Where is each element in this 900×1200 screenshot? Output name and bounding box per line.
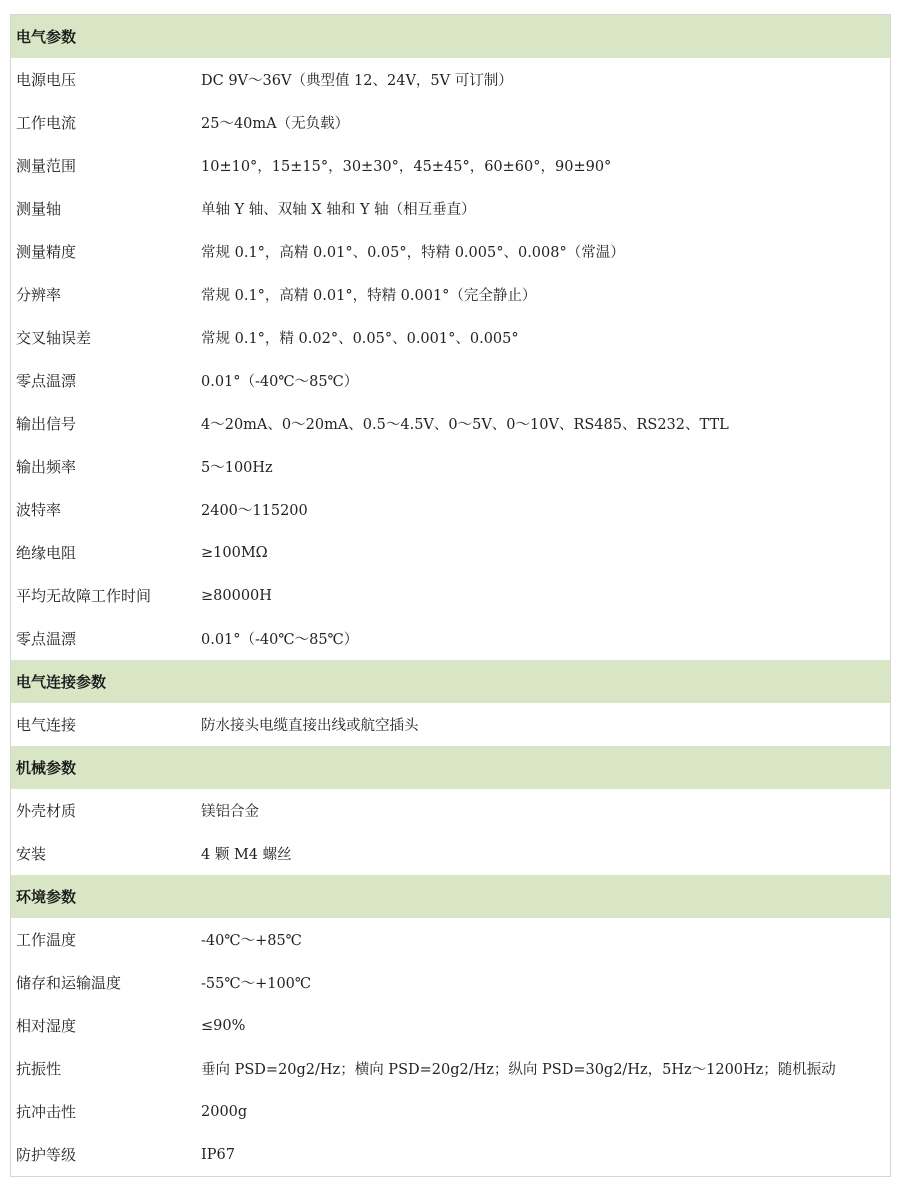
row-value: -55℃～+100℃ xyxy=(201,976,312,992)
row-value: 2400～115200 xyxy=(201,503,308,519)
row-label: 测量范围 xyxy=(16,157,77,175)
row-label: 输出频率 xyxy=(16,458,77,476)
table-row xyxy=(11,789,890,832)
table-row xyxy=(11,359,890,402)
row-label: 零点温漂 xyxy=(16,630,77,648)
table-row xyxy=(11,101,890,144)
row-value: IP67 xyxy=(201,1146,235,1163)
table-row xyxy=(11,445,890,488)
section-header: 机械参数 xyxy=(11,746,890,789)
row-value: DC 9V～36V（典型值 12、24V，5V 可订制） xyxy=(201,73,513,89)
section-environment xyxy=(11,875,890,1176)
row-label: 储存和运输温度 xyxy=(16,974,122,992)
row-value: 4 颗 M4 螺丝 xyxy=(201,847,292,863)
row-label: 绝缘电阻 xyxy=(16,544,77,562)
row-value: 单轴 Y 轴、双轴 X 轴和 Y 轴（相互垂直） xyxy=(201,202,476,218)
table-row xyxy=(11,58,890,101)
row-label: 波特率 xyxy=(16,501,62,519)
table-row xyxy=(11,832,890,875)
row-label: 电源电压 xyxy=(16,71,77,89)
row-value: 0.01°（-40℃～85℃） xyxy=(201,632,359,648)
row-value: ≤90% xyxy=(201,1017,246,1034)
row-value: 常规 0.1°，精 0.02°、0.05°、0.001°、0.005° xyxy=(201,331,519,347)
table-row xyxy=(11,144,890,187)
table-row xyxy=(11,703,890,746)
row-value: 0.01°（-40℃～85℃） xyxy=(201,374,359,390)
row-label: 分辨率 xyxy=(16,286,62,304)
row-label: 外壳材质 xyxy=(16,802,77,820)
row-label: 安装 xyxy=(16,845,47,863)
section-mechanical xyxy=(11,746,890,875)
section-header: 电气连接参数 xyxy=(11,660,890,703)
row-value: 25～40mA（无负载） xyxy=(201,116,350,132)
row-value: 4～20mA、0～20mA、0.5～4.5V、0～5V、0～10V、RS485、RS232、TTL xyxy=(201,417,729,433)
section-header: 电气参数 xyxy=(11,15,890,58)
table-row xyxy=(11,1047,890,1090)
row-value: 10±10°，15±15°，30±30°，45±45°，60±60°，90±90° xyxy=(201,159,612,175)
row-label: 平均无故障工作时间 xyxy=(16,587,152,605)
row-value: 镁铝合金 xyxy=(201,804,259,820)
table-row xyxy=(11,617,890,660)
row-value: 常规 0.1°，高精 0.01°，特精 0.001°（完全静止） xyxy=(201,288,537,304)
table-row xyxy=(11,187,890,230)
table-row xyxy=(11,230,890,273)
row-label: 输出信号 xyxy=(16,415,77,433)
row-value: ≥100MΩ xyxy=(201,544,268,561)
section-header: 环境参数 xyxy=(11,875,890,918)
row-label: 抗振性 xyxy=(16,1060,62,1078)
table-row xyxy=(11,1090,890,1133)
table-row xyxy=(11,488,890,531)
row-label: 零点温漂 xyxy=(16,372,77,390)
row-label: 抗冲击性 xyxy=(16,1103,77,1121)
row-label: 交叉轴误差 xyxy=(16,329,92,347)
row-value: 2000g xyxy=(201,1103,248,1120)
row-value: 常规 0.1°，高精 0.01°、0.05°，特精 0.005°、0.008°（常温） xyxy=(201,245,625,261)
row-value: 5～100Hz xyxy=(201,460,273,476)
row-value: -40℃～+85℃ xyxy=(201,933,302,949)
table-row xyxy=(11,574,890,617)
row-label: 测量轴 xyxy=(16,200,62,218)
section-electrical xyxy=(11,15,890,660)
table-row xyxy=(11,316,890,359)
row-value: 垂向 PSD=20g2/Hz；横向 PSD=20g2/Hz；纵向 PSD=30g2/Hz，5Hz～1200Hz；随机振动 xyxy=(201,1062,836,1078)
row-value: 防水接头电缆直接出线或航空插头 xyxy=(201,718,419,734)
section-electrical-connection xyxy=(11,660,890,746)
table-row xyxy=(11,402,890,445)
row-label: 测量精度 xyxy=(16,243,77,261)
row-label: 工作电流 xyxy=(16,114,77,132)
table-row xyxy=(11,531,890,574)
table-row xyxy=(11,1004,890,1047)
table-row xyxy=(11,273,890,316)
row-label: 电气连接 xyxy=(16,716,77,734)
table-row xyxy=(11,1133,890,1176)
row-label: 防护等级 xyxy=(16,1146,77,1164)
table-row xyxy=(11,961,890,1004)
spec-table xyxy=(10,14,891,1177)
row-label: 工作温度 xyxy=(16,931,77,949)
table-row xyxy=(11,918,890,961)
row-value: ≥80000H xyxy=(201,587,272,604)
row-label: 相对湿度 xyxy=(16,1017,77,1035)
